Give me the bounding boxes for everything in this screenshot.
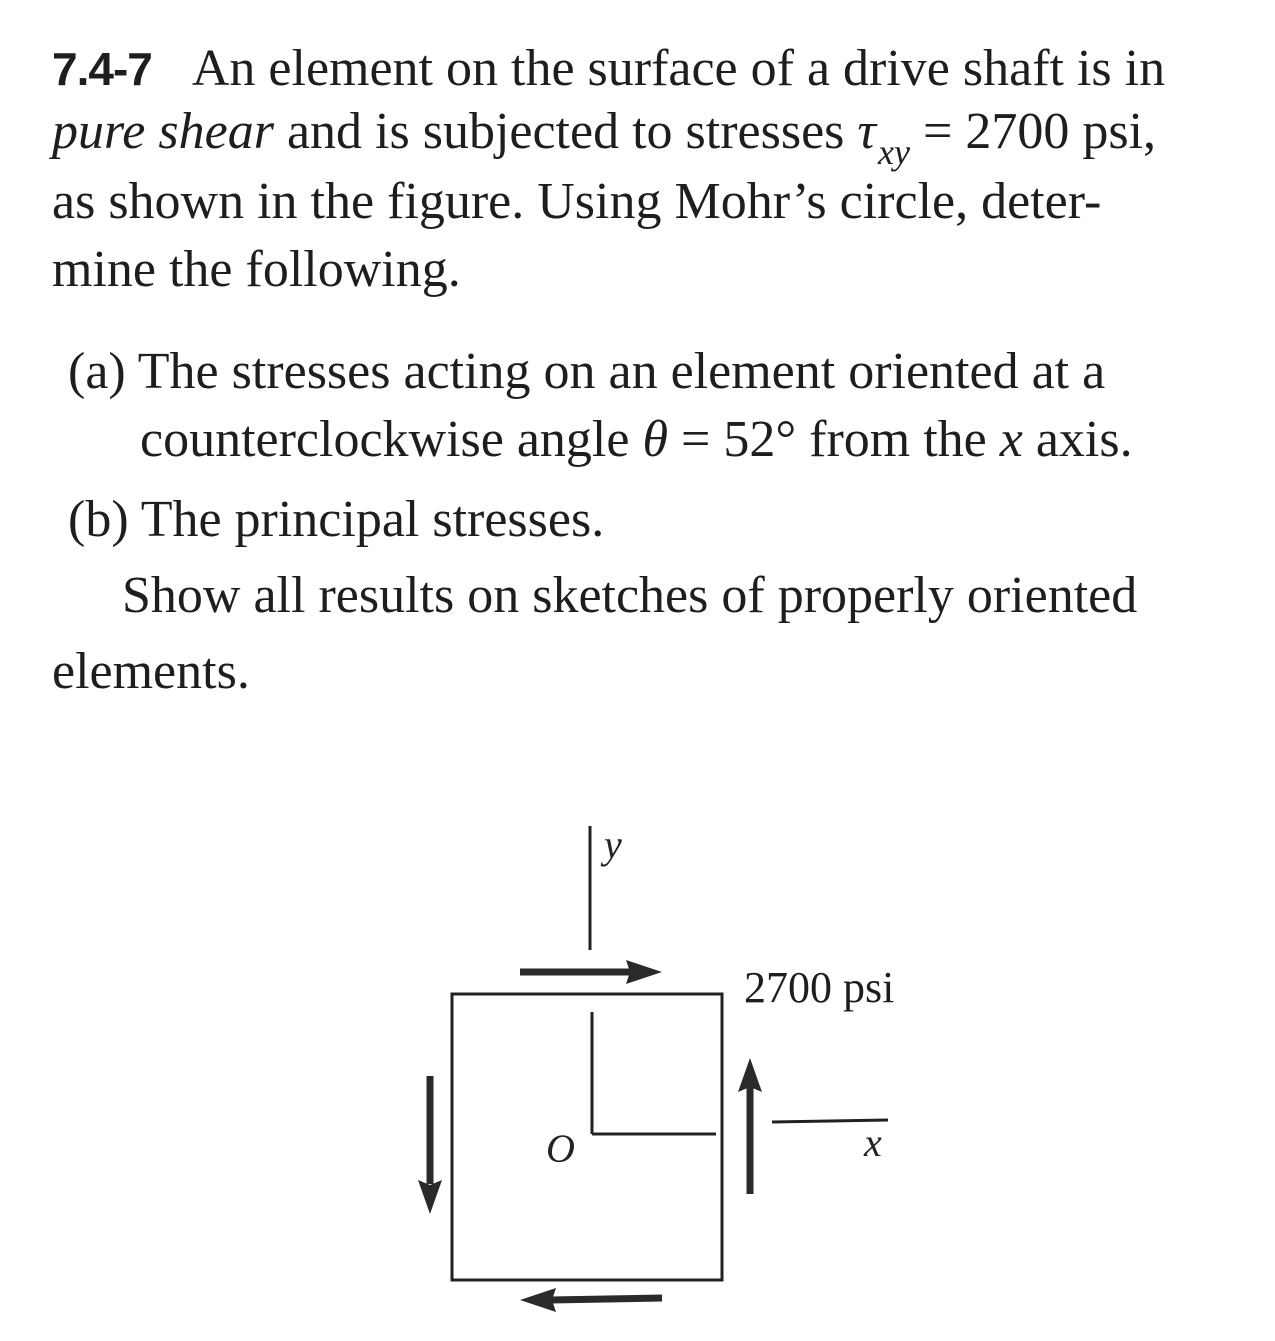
pure-shear-text: pure shear — [52, 103, 274, 160]
problem-line-1-text: An element on the surface of a drive shaft is in — [191, 40, 1166, 97]
y-axis-label: y — [604, 822, 622, 867]
part-a-text-1: (a) The stresses acting on an element oriented at a — [68, 343, 1106, 400]
stress-element-square — [452, 994, 722, 1280]
part-a-text-2-pre: counterclockwise angle — [140, 411, 643, 468]
theta-symbol: θ — [642, 411, 669, 468]
x-symbol: x — [999, 411, 1023, 468]
x-axis-label: x — [864, 1120, 882, 1165]
problem-line-2-text: and is subjected to stresses — [273, 103, 858, 160]
problem-number: 7.4-7 — [52, 43, 152, 95]
bottom-shear-arrow — [520, 1288, 662, 1312]
part-b-text: (b) The principal stresses. — [68, 491, 605, 548]
problem-line-4-text: mine the following. — [52, 241, 461, 298]
part-a-text-2-mid: = 52° from the — [668, 411, 1000, 468]
part-a-text-2-post: axis. — [1022, 411, 1133, 468]
problem-line-3-text: as shown in the figure. Using Mohr’s circle, deter- — [52, 173, 1102, 230]
show-results-text-2: elements. — [52, 643, 250, 700]
show-results-text-1: Show all results on sketches of properly oriented — [122, 567, 1138, 624]
right-shear-arrow — [738, 1058, 762, 1194]
stress-value-label: 2700 psi — [744, 963, 895, 1012]
origin-label: O — [546, 1126, 575, 1171]
left-shear-arrow — [418, 1076, 442, 1214]
problem-line-2-value: = 2700 psi, — [910, 103, 1157, 160]
tau-symbol: τ — [857, 103, 877, 160]
top-shear-arrow — [520, 960, 662, 984]
tau-subscript: xy — [878, 132, 910, 172]
